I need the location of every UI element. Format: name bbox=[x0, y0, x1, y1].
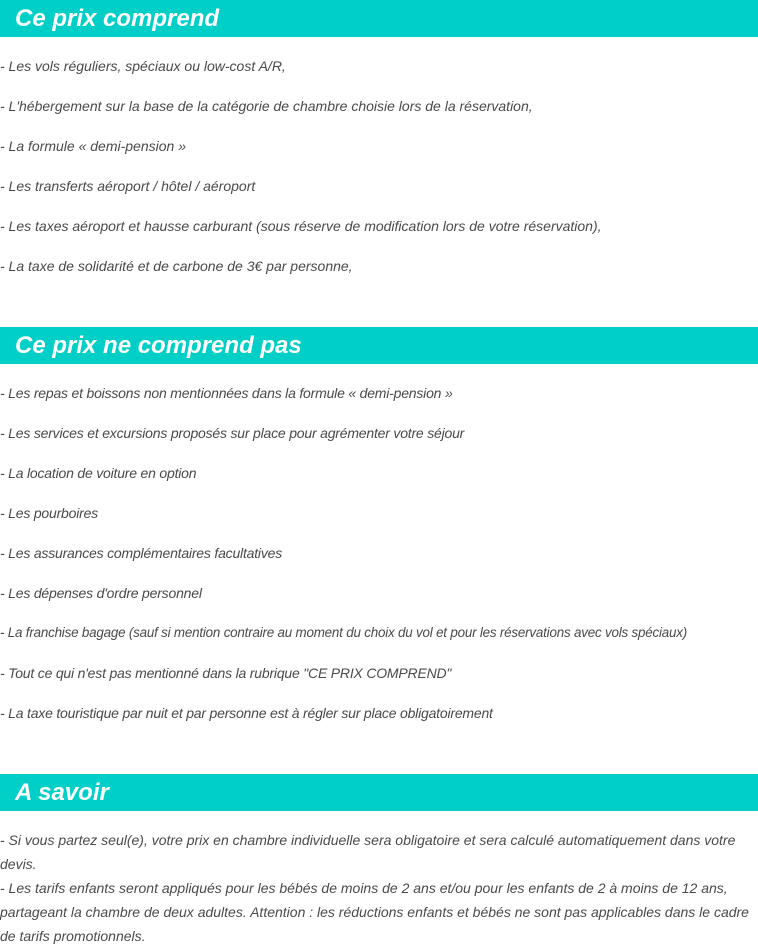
list-item: - Les assurances complémentaires facultatives bbox=[0, 545, 283, 561]
info-paragraph: - Si vous partez seul(e), votre prix en chambre individuelle sera obligatoire et sera calculé automatiquement dans votre devis. bbox=[0, 832, 736, 872]
section-price-excludes bbox=[0, 327, 758, 744]
list-item: - La formule « demi-pension » bbox=[0, 138, 186, 154]
list-item: - Les dépenses d'ordre personnel bbox=[0, 585, 202, 601]
list-item: - La taxe de solidarité et de carbone de 3€ par personne, bbox=[0, 258, 353, 274]
list-item: - Les services et excursions proposés sur place pour agrémenter votre séjour bbox=[0, 425, 465, 441]
list-item: - Les repas et boissons non mentionnées dans la formule « demi-pension » bbox=[0, 385, 453, 401]
list-item: - Les pourboires bbox=[0, 505, 98, 521]
info-paragraph: - Les tarifs enfants seront appliqués pour les bébés de moins de 2 ans et/ou pour les enfants de 2 à moins de 12 ans, partageant la chambre de deux adultes. Attention : les réductions enfants et bébés ne sont pas applicables dans le cadre de tarifs promotionnels. bbox=[0, 880, 749, 944]
excluded-items-list bbox=[0, 384, 758, 722]
list-item: - La location de voiture en option bbox=[0, 465, 197, 481]
section-price-includes bbox=[0, 0, 758, 297]
info-paragraphs bbox=[0, 828, 758, 948]
list-item: - L'hébergement sur la base de la catégorie de chambre choisie lors de la réservation, bbox=[0, 98, 533, 114]
section-header-good-to-know bbox=[0, 774, 758, 811]
section-header-price-includes bbox=[0, 0, 758, 37]
list-item: - Les transferts aéroport / hôtel / aéroport bbox=[0, 178, 256, 194]
list-item: - La franchise bagage (sauf si mention contraire au moment du choix du vol et pour les réservations avec vols spéciaux) bbox=[0, 625, 688, 640]
section-title-price-excludes: Ce prix ne comprend pas bbox=[15, 331, 302, 359]
section-title-good-to-know: A savoir bbox=[15, 778, 109, 806]
section-header-price-excludes bbox=[0, 327, 758, 364]
list-item: - Les vols réguliers, spéciaux ou low-cost A/R, bbox=[0, 58, 286, 74]
section-title-price-includes: Ce prix comprend bbox=[15, 4, 220, 32]
list-item: - Tout ce qui n'est pas mentionné dans la rubrique "CE PRIX COMPREND" bbox=[0, 665, 452, 681]
list-item: - La taxe touristique par nuit et par personne est à régler sur place obligatoirement bbox=[0, 705, 493, 721]
list-item: - Les taxes aéroport et hausse carburant (sous réserve de modification lors de votre réservation), bbox=[0, 218, 602, 234]
section-good-to-know bbox=[0, 774, 758, 948]
included-items-list bbox=[0, 57, 758, 275]
